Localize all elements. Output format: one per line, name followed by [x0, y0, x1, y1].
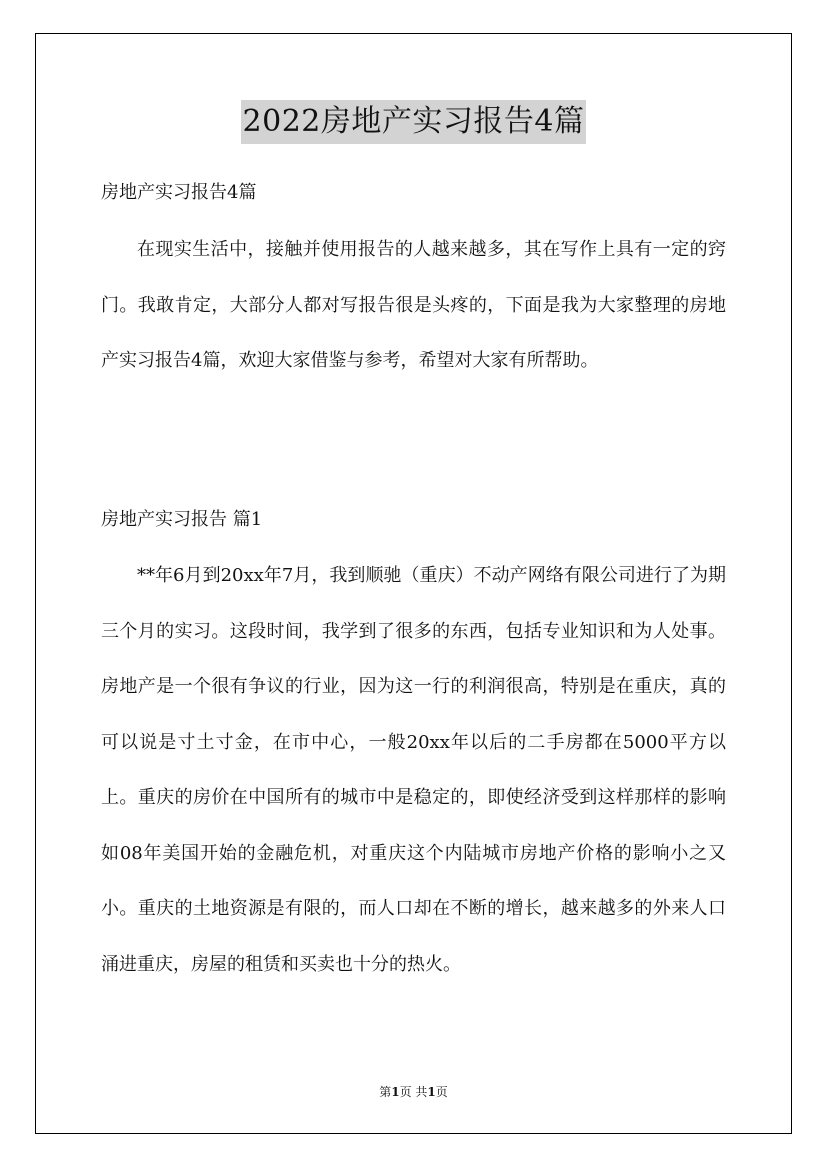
intro-paragraph: 在现实生活中，接触并使用报告的人越来越多，其在写作上具有一定的窍门。我敢肯定，大部分人都对写报告很是头疼的，下面是我为大家整理的房地产实习报告4篇，欢迎大家借鉴与参考，希望对大家有所帮助。	[101, 239, 726, 371]
footer-mid: 页 共	[399, 1085, 428, 1099]
footer-suffix: 页	[435, 1085, 448, 1099]
section-1-heading: 房地产实习报告 篇1	[101, 509, 263, 530]
footer-total-pages: 1	[427, 1085, 436, 1099]
section-1-paragraph: **年6月到20xx年7月，我到顺驰（重庆）不动产网络有限公司进行了为期三个月的实习。这段时间，我学到了很多的东西，包括专业知识和为人处事。房地产是一个很有争议的行业，因为这一行的利润很高，特别是在重庆，真的可以说是寸土寸金，在市中心，一般20xx年以后的二手房都在5000平方以上。重庆的房价在中国所有的城市中是稳定的，即使经济受到这样那样的影响如08年美国开始的金融危机，对重庆这个内陆城市房地产价格的影响小之又小。重庆的土地资源是有限的，而人口却在不断的增长，越来越多的外来人口涌进重庆，房屋的租赁和买卖也十分的热火。	[101, 565, 726, 975]
document-subtitle: 房地产实习报告4篇	[101, 182, 257, 203]
page-footer	[0, 1084, 827, 1100]
footer-page-number: 1	[391, 1085, 400, 1099]
footer-prefix: 第	[379, 1085, 392, 1099]
document-title-text: 2022房地产实习报告4篇	[241, 100, 587, 144]
document-title	[0, 100, 827, 144]
